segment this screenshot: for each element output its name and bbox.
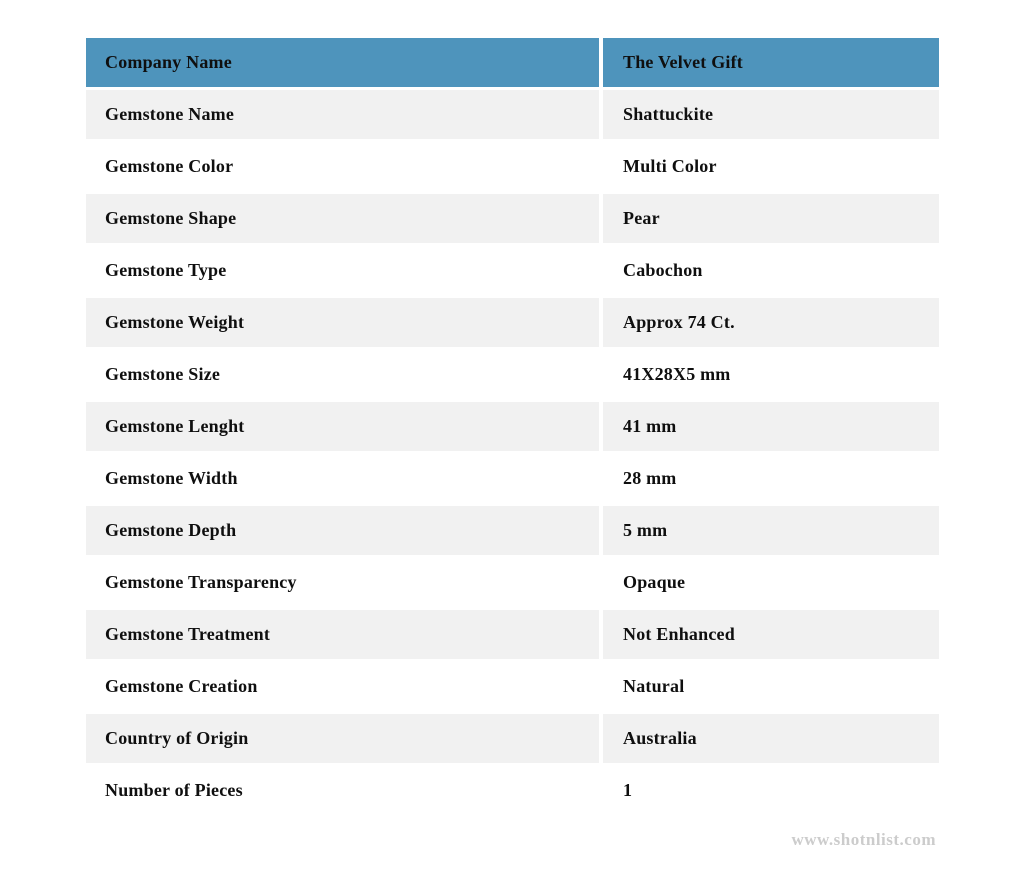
row-value-cell: 5 mm xyxy=(603,506,939,555)
row-value-cell: 28 mm xyxy=(603,454,939,503)
row-label-cell: Gemstone Shape xyxy=(86,194,599,243)
row-label-cell: Gemstone Depth xyxy=(86,506,599,555)
row-value-cell: Opaque xyxy=(603,558,939,607)
row-label-cell: Gemstone Color xyxy=(86,142,599,191)
table-row xyxy=(86,402,939,451)
row-value-cell: Approx 74 Ct. xyxy=(603,298,939,347)
row-value-cell: 1 xyxy=(603,766,939,815)
row-label-cell: Gemstone Size xyxy=(86,350,599,399)
table-row xyxy=(86,298,939,347)
row-value-cell: Australia xyxy=(603,714,939,763)
header-value-cell: The Velvet Gift xyxy=(603,38,939,87)
row-label-cell: Gemstone Type xyxy=(86,246,599,295)
table-row xyxy=(86,142,939,191)
table-header-row xyxy=(86,38,939,87)
row-label-cell: Gemstone Lenght xyxy=(86,402,599,451)
row-value-cell: Multi Color xyxy=(603,142,939,191)
table-row xyxy=(86,90,939,139)
row-value-cell: Shattuckite xyxy=(603,90,939,139)
table-row xyxy=(86,506,939,555)
table-row xyxy=(86,558,939,607)
row-label-cell: Gemstone Transparency xyxy=(86,558,599,607)
row-value-cell: Not Enhanced xyxy=(603,610,939,659)
row-label-cell: Gemstone Creation xyxy=(86,662,599,711)
row-value-cell: Natural xyxy=(603,662,939,711)
row-label-cell: Gemstone Name xyxy=(86,90,599,139)
row-value-cell: Cabochon xyxy=(603,246,939,295)
row-label-cell: Gemstone Width xyxy=(86,454,599,503)
row-value-cell: Pear xyxy=(603,194,939,243)
row-value-cell: 41X28X5 mm xyxy=(603,350,939,399)
table-row xyxy=(86,766,939,815)
table-row xyxy=(86,246,939,295)
gemstone-spec-table xyxy=(86,38,939,818)
table-row xyxy=(86,662,939,711)
table-row xyxy=(86,610,939,659)
watermark-text: www.shotnlist.com xyxy=(791,830,936,849)
header-label-cell: Company Name xyxy=(86,38,599,87)
table-row xyxy=(86,350,939,399)
row-value-cell: 41 mm xyxy=(603,402,939,451)
row-label-cell: Number of Pieces xyxy=(86,766,599,815)
table-row xyxy=(86,714,939,763)
row-label-cell: Gemstone Weight xyxy=(86,298,599,347)
table-row xyxy=(86,454,939,503)
table-row xyxy=(86,194,939,243)
row-label-cell: Gemstone Treatment xyxy=(86,610,599,659)
row-label-cell: Country of Origin xyxy=(86,714,599,763)
